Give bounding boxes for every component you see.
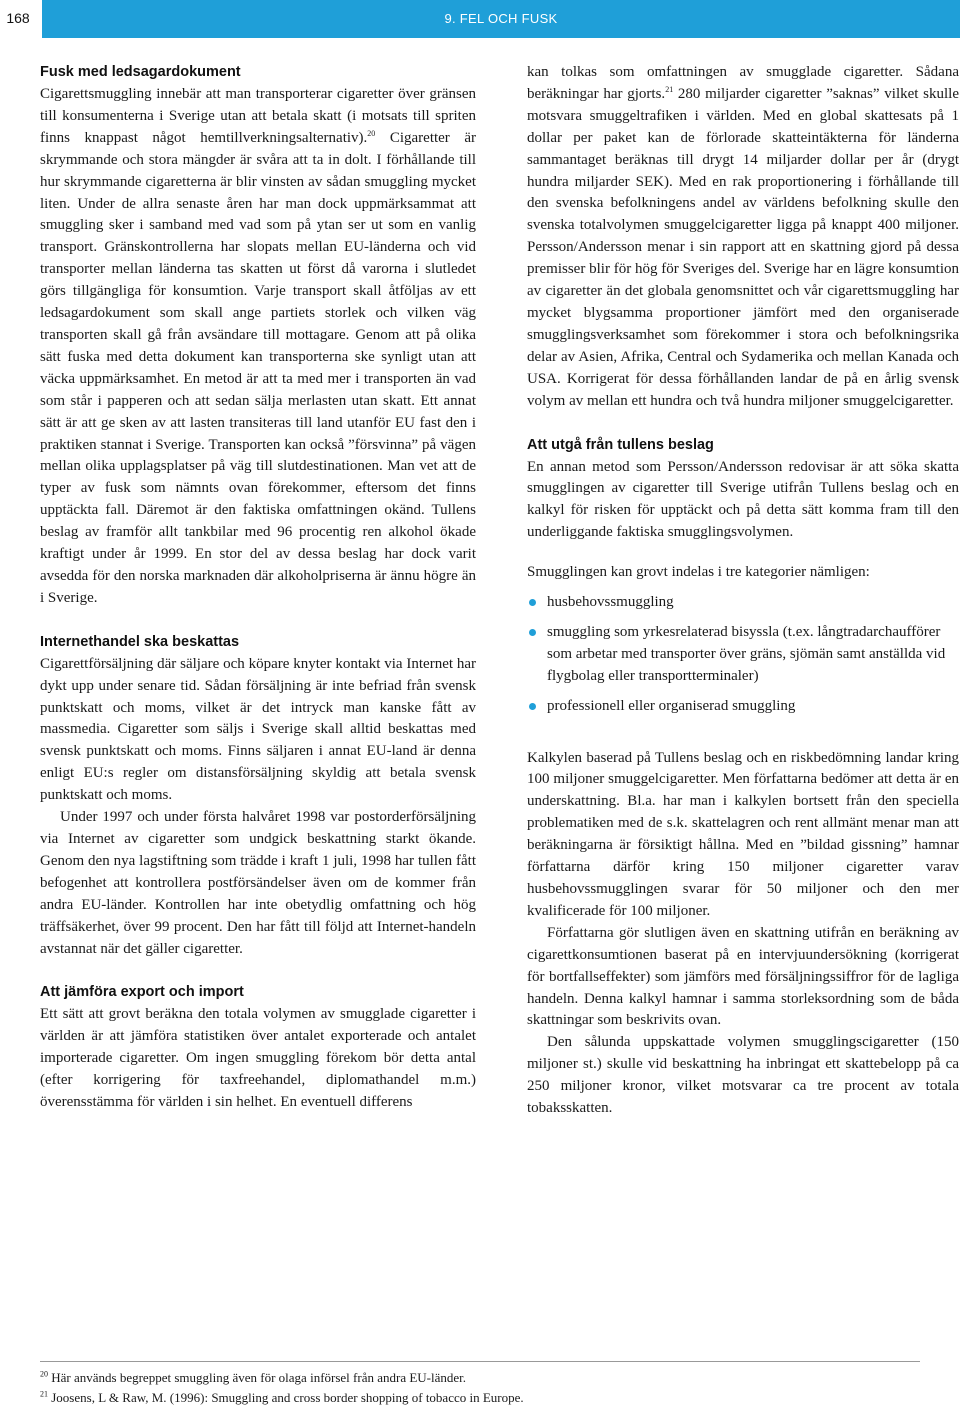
- footnote: [40, 1368, 920, 1388]
- paragraph: En annan metod som Persson/Andersson redovisar är att söka skatta smugglingen av cigaretter till Sverige utifrån Tullens beslag och en kalkyl för risken för upptäckt och på detta sätt komma fram till den underliggande faktiska smugglingsvolymen.: [527, 458, 959, 541]
- bullet-icon: [529, 703, 536, 710]
- paragraph: Ett sätt att grovt beräkna den totala volymen av smugglade cigaretter i världen är att jämföra statistiken över antalet exporterade och antalet importerade cigaretter. Om ingen smuggling förekom bör detta antal (efter korrigering för taxfreehandel, diplomathandel m.m.) överensstämma för världen i sin helhet. En eventuell differens: [40, 1006, 476, 1111]
- chapter-title: 9. FEL OCH FUSK: [444, 11, 558, 26]
- section-heading-internethandel: Internethandel ska beskattas: [40, 633, 240, 650]
- paragraph: Den sålunda uppskattade volymen smugglingscigaretter (150 miljoner st.) skulle vid beskattning ha inbringat ett skattebelopp på ca 250 miljoner kronor, vilket motsvarar ca tre procent av totala tobaksskatten.: [527, 1034, 959, 1117]
- paragraph: Kalkylen baserad på Tullens beslag och en riskbedömning landar kring 100 miljoner smuggelcigaretter. Men författarna bedömer att detta är en underskattning. Bl.a. har man i kalkylen bortsett från den speciella problematiken med de s.k. skattelagren och rent allmänt menar man att beräkningarna är försiktigt hållna. Med en ”bildad gissning” hamnar författarna därför kring 150 miljoner cigaretter varav husbehovssmugglingen svarar för 50 miljoner och den mer kvalificerade för 100 miljoner.: [527, 749, 959, 919]
- footnote-ref: 20: [367, 128, 376, 138]
- list-item-text: husbehovssmuggling: [547, 594, 674, 611]
- list-item-text: professionell eller organiserad smuggling: [547, 697, 796, 714]
- paragraph: Författarna gör slutligen även en skattning utifrån en beräkning av cigarettkonsumtionen baserat på en intervjuundersökning (korrigerat för bortfallseffekter) som jämförs med försäljningssiffror för de lagliga handeln. Denna kalkyl hamnar i samma storleksordning som de båda skattningar som beskrivits ovan.: [527, 924, 959, 1029]
- footnote-number: 21: [40, 1389, 48, 1399]
- section-heading-ledsagardokument: Fusk med ledsagardokument: [40, 64, 241, 80]
- page-number: 168: [6, 10, 30, 26]
- list-item: [527, 696, 959, 718]
- bullet-icon: [529, 599, 536, 606]
- page-header: [0, 0, 960, 38]
- bullet-list: [527, 592, 959, 718]
- list-item: [527, 622, 959, 688]
- chapter-bar: [42, 0, 960, 38]
- right-column: [527, 62, 959, 1120]
- footnote-text: Joosens, L & Raw, M. (1996): Smuggling and cross border shopping of tobacco in Europe.: [51, 1390, 524, 1405]
- section-heading-export-import: Att jämföra export och import: [40, 984, 244, 1001]
- left-column: [40, 62, 476, 1114]
- paragraph: [40, 84, 476, 610]
- section-heading-tullens-beslag: Att utgå från tullens beslag: [527, 436, 714, 453]
- paragraph-text: Cigaretter är skrymmande och stora mängder är svåra att ta in dolt. I förhållande till hur skrymmande cigaretterna är blir vinsten av sådan smuggling mycket liten. Under de allra senaste åren har man dock uppmärksammat att smuggling sker i samband med vad som på ytan ser ut som en vanlig transport. Gränskontrollerna har slopats mellan EU-länderna och vid transporter mellan länderna tas skatten ut först då varorna i slutledet görs tillgängliga för konsumtion. Varje transport skall åtföljas av ett ledsagardokument som skall ange partiets storlek och vilken väg transporten skall gå från avsändare till mottagare. Genom att på olika sätt fuska med detta dokument kan transporterna ske synligt utan att väcka uppmärksamhet. En metod är att ta med mer i transporten än vad som står i papperen och att sedan sälja merlasten utan skatt. Ett annat sätt är att ge sken av att lasten transiteras till land utanför EU fast den i praktiken stannat i Sverige. Transporten kan också ”försvinna” på vägen mellan olika upplagsplatser på väg till slutdestinationen. Man vet att de typer av fusk som nämnts ovan förekommer, eftersom det finns upptäckta fall. Däremot är den faktiska omfattningen okänd. Tullens beslag av framför allt tankbilar med 96 procentig ren alkohol ökade kraftigt under år 1999. En stor del av dessa beslag har dock varit avsedda för den norska marknaden där alkoholpriserna är ännu högre än i Sverige.: [40, 129, 476, 606]
- paragraph-text: Cigarettsmuggling innebär att man transporterar cigaretter över gränsen till konsumenterna i Sverige utan att betala skatt (i motsats till spriten finns knappast något hemtillverkningsalternativ).: [40, 86, 476, 146]
- bullet-icon: [529, 629, 536, 636]
- footnote: [40, 1388, 920, 1408]
- list-item-text: smuggling som yrkesrelaterad bisyssla (t.ex. långtradarchaufförer som arbetar med transporter över gräns, sjömän samt anställda vid flygbolag eller transportterminaler): [547, 623, 946, 684]
- paragraph: Smugglingen kan grovt indelas i tre kategorier nämligen:: [527, 564, 870, 581]
- footnotes: [40, 1361, 920, 1408]
- paragraph: [527, 62, 959, 413]
- list-item: [527, 592, 959, 614]
- footnote-ref: 21: [665, 84, 674, 94]
- page-number-box: [0, 0, 43, 38]
- paragraph-text: 280 miljarder cigaretter ”saknas” vilket skulle motsvara smuggeltrafiken i världen. Med en global skattesats på 1 dollar per paket kan de förlorade skatteintäkterna för länderna sammantaget beräknas till drygt 14 miljarder dollar per år (drygt hundra miljarder SEK). Med en rak proportionering i förhållande till den svenska befolkningens andel av världens befolkning skulle den svenska totalvolymen smuggelcigaretter ligga på knappt 400 miljoner. Persson/Andersson menar i sin rapport att en skattning gjord på dessa premisser blir för hög för Sveriges del. Sverige har en lägre konsumtion av cigaretter än det globala genomsnittet och vår cigarettsmuggling har mycket blygsamma proportioner jämfört med den organiserade smugglingsverksamhet som förekommer i stora och befolkningsrika delar av Asien, Afrika, Central och Sydamerika och mellan Kanada och USA. Korrigerat för dessa förhållanden landar de på en årlig svensk volym av mellan ett hundra och två hundra miljoner smuggelcigaretter.: [527, 85, 960, 409]
- paragraph: Under 1997 och under första halvåret 1998 var postorderförsäljning via Internet av cigaretter som undgick beskattning starkt ökande. Genom den nya lagstiftning som trädde i kraft 1 juli, 1998 har tullen fått befogenhet att kontrollera postförsändelser även om de kommer från andra EU-länder. Kontrollen har inte obetydlig omfattning och hög träffsäkerhet, över 99 procent. Den har fått till följd att Internet-handeln avstannat när det gäller cigaretter.: [40, 809, 476, 957]
- paragraph: Cigarettförsäljning där säljare och köpare knyter kontakt via Internet har dykt upp under senare tid. Sådan försäljning är inte befriad från svensk punktskatt och moms, vilket är det intryck man kanske fått av massmedia. Cigaretter som säljs i Sverige skall alltid beskattas med svensk punktskatt och moms. Finns säljaren i annat EU-land är denna enligt EU:s regler om distansförsäljning skyldig att betala svensk punktskatt och moms.: [40, 655, 476, 804]
- paragraph-text: kan tolkas som omfattningen av smugglade cigaretter. Sådana beräkningar har gjorts.: [527, 64, 959, 102]
- footnote-text: Här används begreppet smuggling även för olaga införsel från andra EU-länder.: [51, 1370, 467, 1385]
- footnote-number: 20: [40, 1369, 48, 1379]
